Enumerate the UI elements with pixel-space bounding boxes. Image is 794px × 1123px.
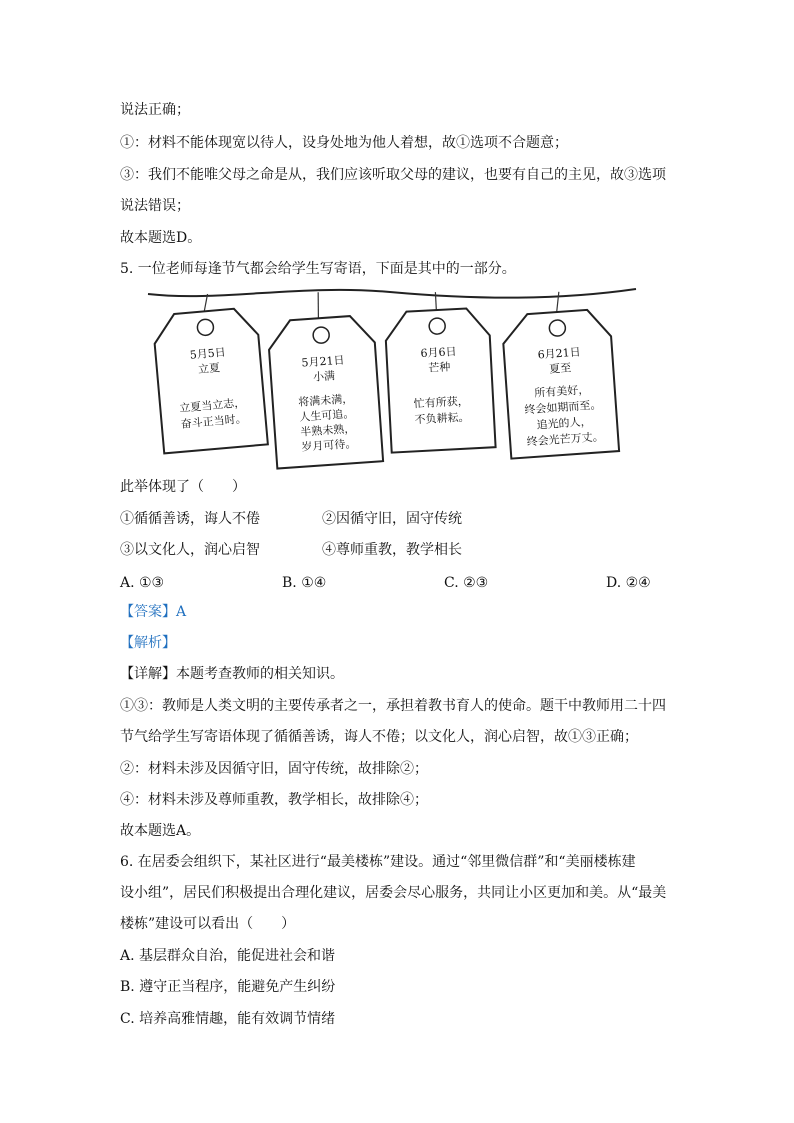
option-c: C. ②③ — [444, 575, 489, 591]
hanging-tags-illustration — [140, 280, 640, 470]
tag-4-line: 追光的人， — [536, 414, 592, 432]
option-a: A. ①③ — [120, 575, 165, 591]
question-6-stem: 楼栋”建设可以看出（ ） — [120, 916, 296, 932]
tag-3-date: 6月6日 — [420, 345, 457, 360]
statement-1: ①循循善诱，诲人不倦 — [120, 511, 260, 527]
question-6-stem: 6. 在居委会组织下，某社区进行“最美楼栋”建设。通过“邻里微信群”和“美丽楼栋建 — [120, 854, 636, 870]
tag-2 — [265, 289, 383, 469]
statement-2: ②因循守旧，固守传统 — [322, 511, 462, 527]
text-line: ③：我们不能唯父母之命是从，我们应该听取父母的建议，也要有自己的主见，故③选项 — [120, 167, 666, 183]
tag-4-line: 所有美好， — [533, 382, 590, 400]
detail-line: ④：材料未涉及尊师重教，教学相长，故排除④； — [120, 792, 428, 808]
tag-4-date: 6月21日 — [537, 345, 582, 362]
statement-3: ③以文化人，润心启智 — [120, 542, 260, 558]
tag-3-line: 不负耕耘。 — [414, 410, 470, 427]
tag-3-line: 忙有所获， — [413, 394, 469, 411]
tag-1-line: 立夏当立志， — [178, 396, 246, 415]
tag-4-line: 终会光芒万丈。 — [526, 430, 605, 449]
tag-2-line: 半熟未熟， — [299, 421, 356, 439]
tag-1-term: 立夏 — [197, 361, 221, 377]
q6-option-a: A. 基层群众自治，能促进社会和谐 — [120, 948, 336, 964]
tag-2-line: 将满未满， — [297, 392, 354, 409]
tag-2-line: 岁月可待。 — [300, 436, 357, 454]
question-5-stem: 5. 一位老师每逢节气都会给学生写寄语，下面是其中的一部分。 — [120, 261, 516, 277]
detail-line: ①③：教师是人类文明的主要传承者之一，承担着教书育人的使命。题干中教师用二十四 — [120, 698, 666, 714]
tag-3 — [383, 289, 495, 452]
detail-line: 【详解】本题考查教师的相关知识。 — [120, 666, 344, 682]
statement-4: ④尊师重教，教学相长 — [322, 542, 462, 558]
tag-4 — [500, 288, 619, 458]
tag-3-term: 芒种 — [428, 360, 451, 375]
answer-label: 【答案】A — [120, 604, 187, 620]
analysis-label: 【解析】 — [120, 635, 176, 651]
tag-2-date: 5月21日 — [301, 353, 345, 370]
text-line: 故本题选D。 — [120, 230, 202, 246]
q6-option-c: C. 培养高雅情趣，能有效调节情绪 — [120, 1011, 336, 1027]
q6-option-b: B. 遵守正当程序，能避免产生纠纷 — [120, 979, 336, 995]
detail-line: 故本题选A。 — [120, 823, 201, 839]
option-d: D. ②④ — [606, 575, 651, 591]
tag-1-line: 奋斗正当时。 — [180, 412, 248, 431]
tag-4-line: 终会如期而至。 — [524, 398, 602, 417]
tag-1-date: 5月5日 — [189, 345, 227, 362]
tag-2-term: 小满 — [312, 369, 336, 384]
question-6-stem: 设小组”，居民们积极提出合理化建议，居委会尽心服务，共同让小区更加和美。从“最美 — [120, 885, 667, 901]
detail-line: ②：材料未涉及因循守旧，固守传统，故排除②； — [120, 761, 428, 777]
tag-4-term: 夏至 — [548, 361, 572, 376]
option-b: B. ①④ — [282, 575, 327, 591]
question-5-prompt: 此举体现了（ ） — [120, 479, 246, 495]
text-line: ①：材料不能体现宽以待人，设身处地为他人着想，故①选项不合题意； — [120, 135, 568, 151]
tag-2-line: 人生可追。 — [298, 407, 355, 424]
text-line: 说法错误； — [120, 198, 190, 214]
tag-1 — [151, 290, 268, 453]
text-line: 说法正确； — [120, 102, 190, 118]
detail-line: 节气给学生写寄语体现了循循善诱，诲人不倦；以文化人，润心启智，故①③正确； — [120, 729, 638, 745]
